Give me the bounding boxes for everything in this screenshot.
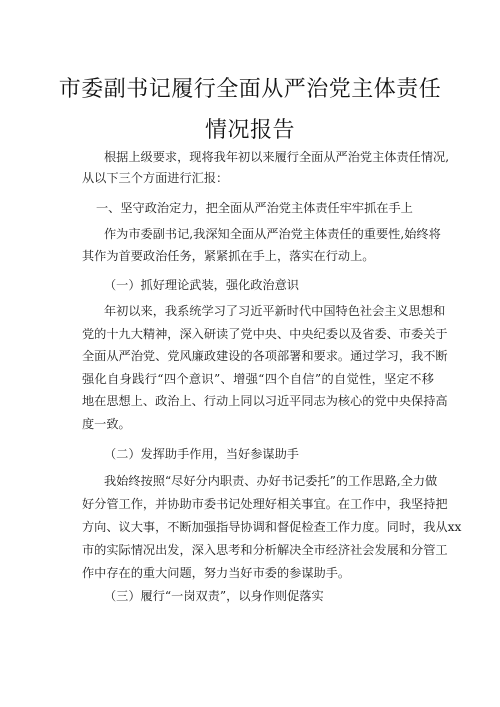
paragraph-line: 党的十九大精神，深入研读了党中央、中央纪委以及省委、市委关于 <box>82 327 448 341</box>
paragraph-line: 年初以来，我系统学习了习近平新时代中国特色社会主义思想和 <box>104 304 446 318</box>
subsection-heading: （一）抓好理论武装，强化政治意识 <box>104 278 299 292</box>
subsection-heading: （三）履行“一岗双责”，以身作则促落实 <box>104 589 324 603</box>
paragraph-line: 作为市委副书记,我深知全面从严治党主体责任的重要性,始终将 <box>104 227 441 241</box>
paragraph-line: 从以下三个方面进行汇报： <box>82 171 229 185</box>
paragraph-line: 好分管工作，并协助市委书记处理好相关事宜。在工作中，我坚持把 <box>82 497 448 511</box>
paragraph-line: 方向、议大事，不断加强指导协调和督促检查工作力度。同时，我从xx <box>82 520 462 534</box>
paragraph-line: 其作为首要政治任务，紧紧抓在手上，落实在行动上。 <box>82 249 375 263</box>
paragraph-line: 全面从严治党、党风廉政建设的各项部署和要求。通过学习，我不断 <box>82 349 448 363</box>
paragraph-line: 根据上级要求，现将我年初以来履行全面从严治党主体责任情况, <box>104 150 450 164</box>
paragraph-line: 市的实际情况出发，深入思考和分析解决全市经济社会发展和分管工 <box>82 543 448 557</box>
document-title-line-2: 情况报告 <box>204 118 295 143</box>
paragraph-line: 地在思想上、政治上、行动上同以习近平同志为核心的党中央保持高 <box>82 394 448 408</box>
paragraph-line: 度一致。 <box>82 417 131 431</box>
document-title-line-1: 市委副书记履行全面从严治党主体责任 <box>58 77 442 102</box>
paragraph-line: 强化自身践行“四个意识”、增强“四个自信”的自觉性，坚定不移 <box>82 372 434 386</box>
paragraph-line: 我始终按照“尽好分内职责、办好书记委托”的工作思路,全力做 <box>104 474 438 488</box>
subsection-heading: （二）发挥助手作用，当好参谋助手 <box>104 447 299 461</box>
paragraph-line: 作中存在的重大问题，努力当好市委的参谋助手。 <box>82 566 351 580</box>
section-heading: 一、坚守政治定力，把全面从严治党主体责任牢牢抓在手上 <box>96 201 413 215</box>
